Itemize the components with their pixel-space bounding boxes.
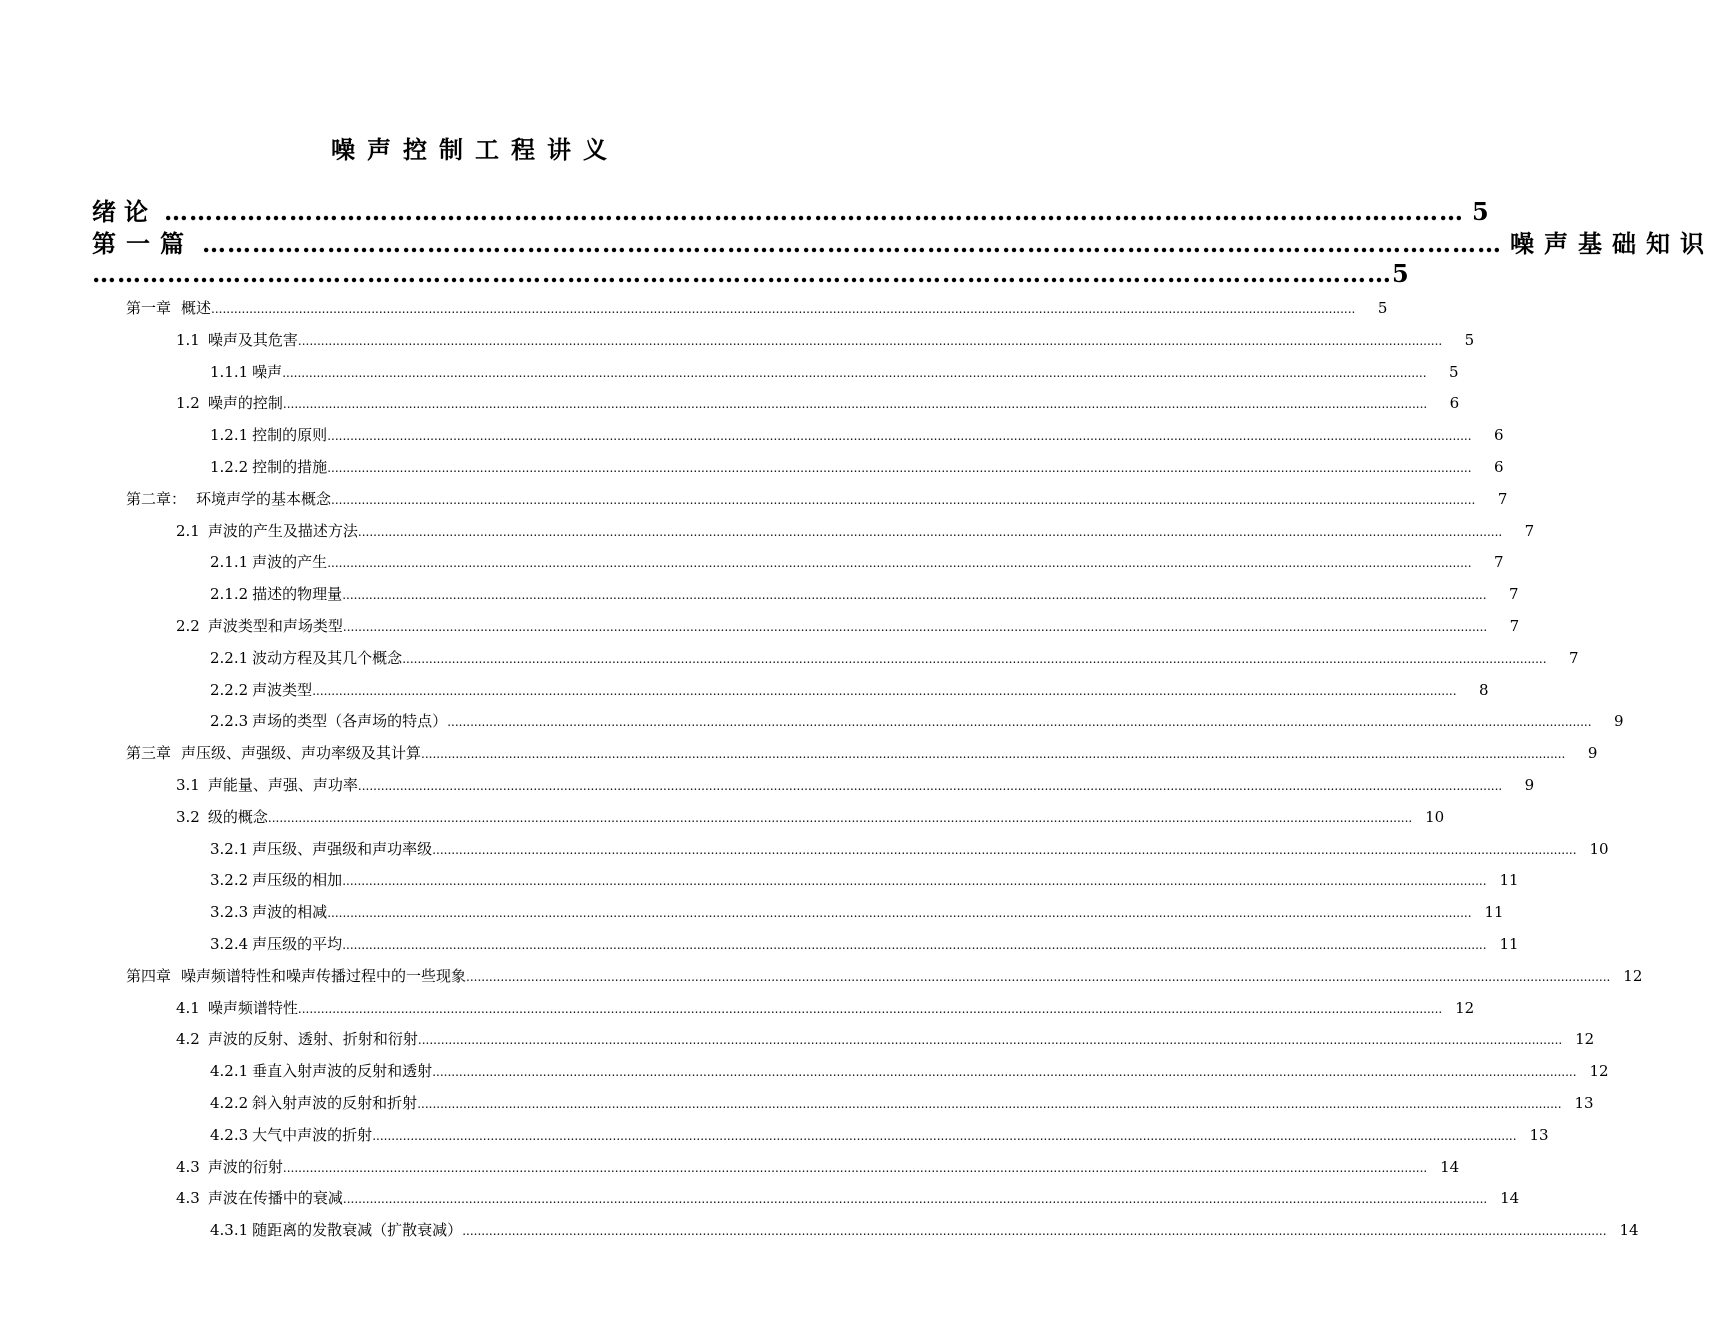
- toc-entry[interactable]: [176, 324, 1475, 356]
- toc-entry[interactable]: [176, 515, 1535, 547]
- toc-entry[interactable]: [210, 928, 1519, 960]
- toc-entry[interactable]: [126, 737, 1598, 769]
- leader-dots: ............................................................................................................................................................................................................................................................................................................: [327, 429, 1472, 444]
- toc-entry-title: [176, 801, 268, 833]
- toc-entry-text: 声压级、声强级、声功率级及其计算: [181, 744, 422, 763]
- toc-entry-title: [210, 1087, 417, 1119]
- toc-entry[interactable]: [210, 1119, 1549, 1151]
- leader-dots: ............................................................................................................................................................................................................................................................................................................: [327, 906, 1472, 921]
- toc-entry-number: 4.2: [176, 1030, 200, 1049]
- toc-entry[interactable]: [210, 451, 1504, 483]
- toc-entry-title: [176, 992, 298, 1024]
- toc-entry-text: 声压级、声强级和声功率级: [252, 839, 433, 858]
- toc-entry[interactable]: [210, 674, 1489, 706]
- heading-introduction[interactable]: [92, 196, 1489, 228]
- toc-entry-text: 控制的原则: [252, 426, 328, 445]
- heading-part-one-label: 第一篇: [92, 229, 194, 258]
- leader-dots: ............................................................................................................................................................................................................................................................................................................: [417, 1033, 1563, 1048]
- toc-entry-page: 7: [1568, 648, 1579, 667]
- toc-entry-title: [126, 960, 466, 992]
- heading-part-one[interactable]: [92, 228, 1714, 260]
- toc-entry-text: 声波的衍射: [207, 1157, 283, 1176]
- toc-entry-title: [210, 451, 327, 483]
- toc-entry-number: 3.2.3: [210, 903, 249, 922]
- toc-entry-number: 3.2.2: [210, 871, 249, 890]
- toc-entry[interactable]: [210, 864, 1519, 896]
- leader-dots: ............................................................................................................................................................................................................................................................................................................: [421, 747, 1566, 762]
- toc-entry-text: 垂直入射声波的反射和透射: [252, 1062, 433, 1081]
- toc-entry-number: 第四章: [126, 966, 172, 985]
- toc-entry-title: [210, 705, 447, 737]
- toc-entry-text: 噪声及其危害: [207, 330, 298, 349]
- toc-entry-page: 9: [1587, 744, 1598, 763]
- toc-entry[interactable]: [126, 960, 1643, 992]
- toc-entry-page: 10: [1589, 839, 1609, 858]
- leader-dots: …………………………………………………………………………………………………………………………………………: [202, 229, 1502, 258]
- toc-entry-title: [126, 483, 331, 515]
- toc-entry-text: 噪声: [252, 362, 283, 381]
- toc-entry-number: 4.2.2: [210, 1094, 249, 1112]
- toc-entry[interactable]: [210, 356, 1459, 388]
- heading-part-one-sublabel: 噪声基础知识: [1510, 229, 1714, 258]
- toc-entry-number: 4.3: [176, 1189, 200, 1208]
- toc-entry[interactable]: [210, 705, 1624, 737]
- toc-entry-page: 12: [1575, 1030, 1595, 1049]
- toc-entry[interactable]: [210, 1214, 1639, 1246]
- document-title: 噪声控制工程讲义: [331, 135, 619, 164]
- toc-entry[interactable]: [176, 1023, 1595, 1055]
- leader-dots: ............................................................................................................................................................................................................................................................................................................: [282, 365, 1427, 380]
- toc-entry-number: 第二章：: [126, 489, 187, 508]
- leader-dots: …………………………………………………………………………………………………………………………………………: [164, 197, 1464, 226]
- toc-entry-number: 4.1: [176, 998, 200, 1017]
- toc-entry-title: [210, 356, 282, 388]
- toc-entry-number: 4.2.1: [210, 1062, 249, 1081]
- heading-introduction-page: 5: [1472, 197, 1489, 226]
- toc-entry-page: 14: [1440, 1157, 1460, 1176]
- toc-entry-number: 2.2.2: [210, 680, 249, 699]
- leader-dots: ............................................................................................................................................................................................................................................................................................................: [211, 302, 1356, 316]
- toc-entry-page: 7: [1508, 585, 1519, 604]
- toc-entry-number: 1.2: [176, 394, 200, 413]
- leader-dots: ............................................................................................................................................................................................................................................................................................................: [342, 620, 1488, 634]
- toc-entry-page: 7: [1509, 617, 1520, 635]
- toc-entry-text: 斜入射声波的反射和折射: [252, 1094, 418, 1112]
- toc-entry-title: [210, 1214, 462, 1246]
- toc-entry-page: 5: [1464, 330, 1475, 349]
- toc-entry-text: 大气中声波的折射: [252, 1125, 373, 1144]
- toc-entry-number: 2.2: [176, 617, 200, 635]
- toc-entry-number: 4.3.1: [210, 1221, 249, 1240]
- heading-introduction-label: 绪论: [92, 197, 156, 226]
- toc-entry-number: 2.2.1: [210, 648, 249, 667]
- heading-part-one-leader[interactable]: [92, 259, 1409, 288]
- leader-dots: ............................................................................................................................................................................................................................................................................................................: [327, 461, 1472, 475]
- toc-entry-page: 11: [1484, 903, 1504, 922]
- toc-entry-number: 2.2.3: [210, 712, 249, 731]
- toc-entry-number: 1.2.2: [210, 458, 249, 476]
- toc-entry-title: [210, 896, 327, 928]
- leader-dots: ............................................................................................................................................................................................................................................................................................................: [432, 842, 1577, 857]
- toc-entry-page: 14: [1619, 1221, 1639, 1240]
- toc-entry[interactable]: [176, 801, 1445, 833]
- toc-entry[interactable]: [126, 292, 1388, 324]
- toc-entry[interactable]: [210, 642, 1579, 674]
- toc-entry-title: [210, 674, 312, 706]
- toc-entry-page: 6: [1449, 394, 1460, 413]
- toc-entry-title: [176, 1182, 343, 1214]
- toc-entry[interactable]: [126, 483, 1508, 515]
- toc-entry-page: 9: [1613, 712, 1624, 731]
- toc-entry-title: [176, 387, 283, 419]
- leader-dots: ............................................................................................................................................................................................................................................................................................................: [447, 715, 1592, 730]
- leader-dots: ............................................................................................................................................................................................................................................................................................................: [342, 874, 1487, 889]
- toc-entry-text: 波动方程及其几个概念: [252, 648, 403, 667]
- toc-entry-title: [210, 578, 342, 610]
- toc-entry-title: [210, 1055, 432, 1087]
- toc-entry-number: 1.1: [176, 330, 200, 349]
- toc-entry[interactable]: [210, 896, 1504, 928]
- toc-entry-text: 级的概念: [207, 807, 268, 826]
- toc-entry-text: 噪声频谱特性和噪声传播过程中的一些现象: [181, 966, 467, 985]
- toc-entry-number: 3.2.1: [210, 839, 249, 858]
- toc-entry-page: 14: [1500, 1189, 1520, 1208]
- toc-entry-number: 4.3: [176, 1157, 200, 1176]
- toc-entry-title: [126, 292, 211, 324]
- toc-entry-text: 声波的产生及描述方法: [207, 521, 358, 540]
- leader-dots: ............................................................................................................................................................................................................................................................................................................: [342, 1192, 1488, 1207]
- toc-entry-page: 11: [1499, 935, 1519, 953]
- toc-entry-page: 12: [1623, 966, 1643, 985]
- toc-entry[interactable]: [210, 578, 1519, 610]
- leader-dots: ............................................................................................................................................................................................................................................................................................................: [297, 333, 1443, 348]
- leader-dots: ............................................................................................................................................................................................................................................................................................................: [267, 810, 1413, 825]
- toc-entry-title: [176, 324, 298, 356]
- toc-entry-page: 7: [1493, 553, 1504, 572]
- heading-part-one-page: 5: [1392, 259, 1409, 288]
- toc-entry-text: 声压级的平均: [252, 935, 343, 953]
- toc-entry-title: [210, 928, 342, 960]
- toc-entry-number: 1.2.1: [210, 426, 249, 445]
- toc-entry-title: [210, 833, 432, 865]
- leader-dots: ............................................................................................................................................................................................................................................................................................................: [462, 1224, 1607, 1239]
- toc-entry-text: 声波在传播中的衰减: [207, 1189, 343, 1208]
- toc-entry[interactable]: [176, 387, 1460, 419]
- toc-entry-title: [176, 515, 358, 547]
- leader-dots: ............................................................................................................................................................................................................................................................................................................: [357, 779, 1503, 793]
- toc-entry-page: 7: [1524, 521, 1535, 540]
- toc-entry[interactable]: [176, 992, 1475, 1024]
- leader-dots: …………………………………………………………………………………………………………………………………………: [92, 259, 1392, 288]
- toc-entry[interactable]: [210, 1087, 1594, 1119]
- toc-entry-text: 控制的措施: [252, 458, 328, 476]
- toc-entry-number: 2.1.2: [210, 585, 249, 604]
- toc-entry-text: 随距离的发散衰减（扩散衰减）: [252, 1221, 463, 1240]
- toc-entry-text: 声场的类型（各声场的特点）: [252, 712, 448, 731]
- toc-entry-page: 7: [1497, 489, 1508, 508]
- toc-entry[interactable]: [210, 546, 1504, 578]
- leader-dots: ............................................................................................................................................................................................................................................................................................................: [402, 651, 1547, 666]
- toc-entry-title: [176, 1151, 283, 1183]
- toc-entry-text: 声压级的相加: [252, 871, 343, 890]
- toc-entry-text: 声波的反射、透射、折射和衍射: [207, 1030, 418, 1049]
- toc-entry-page: 12: [1589, 1062, 1609, 1081]
- toc-entry-title: [176, 1023, 418, 1055]
- toc-entry-number: 2.1.1: [210, 553, 249, 572]
- toc-entry-number: 第一章: [126, 299, 172, 317]
- toc-entry-page: 13: [1529, 1125, 1549, 1144]
- toc-entry-text: 噪声频谱特性: [207, 998, 298, 1017]
- toc-entry-page: 9: [1524, 776, 1535, 794]
- toc-entry-page: 6: [1493, 458, 1504, 476]
- toc-entry[interactable]: [210, 833, 1609, 865]
- toc-entry-page: 13: [1574, 1094, 1594, 1112]
- toc-entry-page: 12: [1455, 998, 1475, 1017]
- leader-dots: ............................................................................................................................................................................................................................................................................................................: [312, 683, 1457, 698]
- leader-dots: ............................................................................................................................................................................................................................................................................................................: [417, 1097, 1562, 1111]
- leader-dots: ............................................................................................................................................................................................................................................................................................................: [342, 938, 1487, 952]
- toc-entry-number: 2.1: [176, 521, 200, 540]
- toc-entry-text: 声波类型: [252, 680, 313, 699]
- toc-entry-page: 5: [1448, 362, 1459, 381]
- toc-entry[interactable]: [210, 1055, 1609, 1087]
- leader-dots: ............................................................................................................................................................................................................................................................................................................: [372, 1128, 1517, 1143]
- toc-entry[interactable]: [210, 419, 1504, 451]
- toc-entry-title: [210, 419, 327, 451]
- toc-entry-page: 11: [1499, 871, 1519, 890]
- toc-entry-title: [210, 546, 327, 578]
- leader-dots: ............................................................................................................................................................................................................................................................................................................: [297, 1001, 1443, 1016]
- toc-entry-number: 1.1.1: [210, 362, 249, 381]
- toc-entry[interactable]: [176, 1151, 1460, 1183]
- toc-entry-text: 噪声的控制: [207, 394, 283, 413]
- toc-entry-number: 3.1: [176, 776, 200, 794]
- toc-entry-text: 声能量、声强、声功率: [207, 776, 358, 794]
- toc-entry-text: 声波的产生: [252, 553, 328, 572]
- leader-dots: ............................................................................................................................................................................................................................................................................................................: [432, 1065, 1577, 1080]
- toc-entry-text: 概述: [181, 299, 212, 317]
- toc-entry-number: 4.2.3: [210, 1125, 249, 1144]
- leader-dots: ............................................................................................................................................................................................................................................................................................................: [342, 588, 1487, 603]
- toc-entry-title: [176, 769, 358, 801]
- toc-entry-page: 8: [1478, 680, 1489, 699]
- toc-entry-number: 3.2: [176, 807, 200, 826]
- toc-entry-text: 环境声学的基本概念: [196, 489, 332, 508]
- leader-dots: ............................................................................................................................................................................................................................................................................................................: [282, 397, 1428, 412]
- toc-entry[interactable]: [176, 610, 1520, 642]
- toc-entry-title: [210, 642, 402, 674]
- toc-entry-title: [176, 610, 343, 642]
- leader-dots: ............................................................................................................................................................................................................................................................................................................: [357, 524, 1503, 539]
- toc-entry-number: 3.2.4: [210, 935, 249, 953]
- toc-entry-title: [210, 1119, 372, 1151]
- toc-entry-page: 10: [1425, 807, 1445, 826]
- toc-entry-text: 声波的相减: [252, 903, 328, 922]
- toc-entry-title: [126, 737, 421, 769]
- toc-entry[interactable]: [176, 769, 1535, 801]
- leader-dots: ............................................................................................................................................................................................................................................................................................................: [282, 1160, 1428, 1175]
- leader-dots: ............................................................................................................................................................................................................................................................................................................: [331, 492, 1476, 507]
- toc-entry-text: 声波类型和声场类型: [207, 617, 343, 635]
- toc-entry-page: 6: [1493, 426, 1504, 445]
- leader-dots: ............................................................................................................................................................................................................................................................................................................: [466, 969, 1611, 984]
- toc-entry-text: 描述的物理量: [252, 585, 343, 604]
- toc-entry-title: [210, 864, 342, 896]
- toc-entry[interactable]: [176, 1182, 1520, 1214]
- toc-entry-number: 第三章: [126, 744, 172, 763]
- toc-entry-page: 5: [1377, 299, 1388, 317]
- leader-dots: ............................................................................................................................................................................................................................................................................................................: [327, 556, 1472, 571]
